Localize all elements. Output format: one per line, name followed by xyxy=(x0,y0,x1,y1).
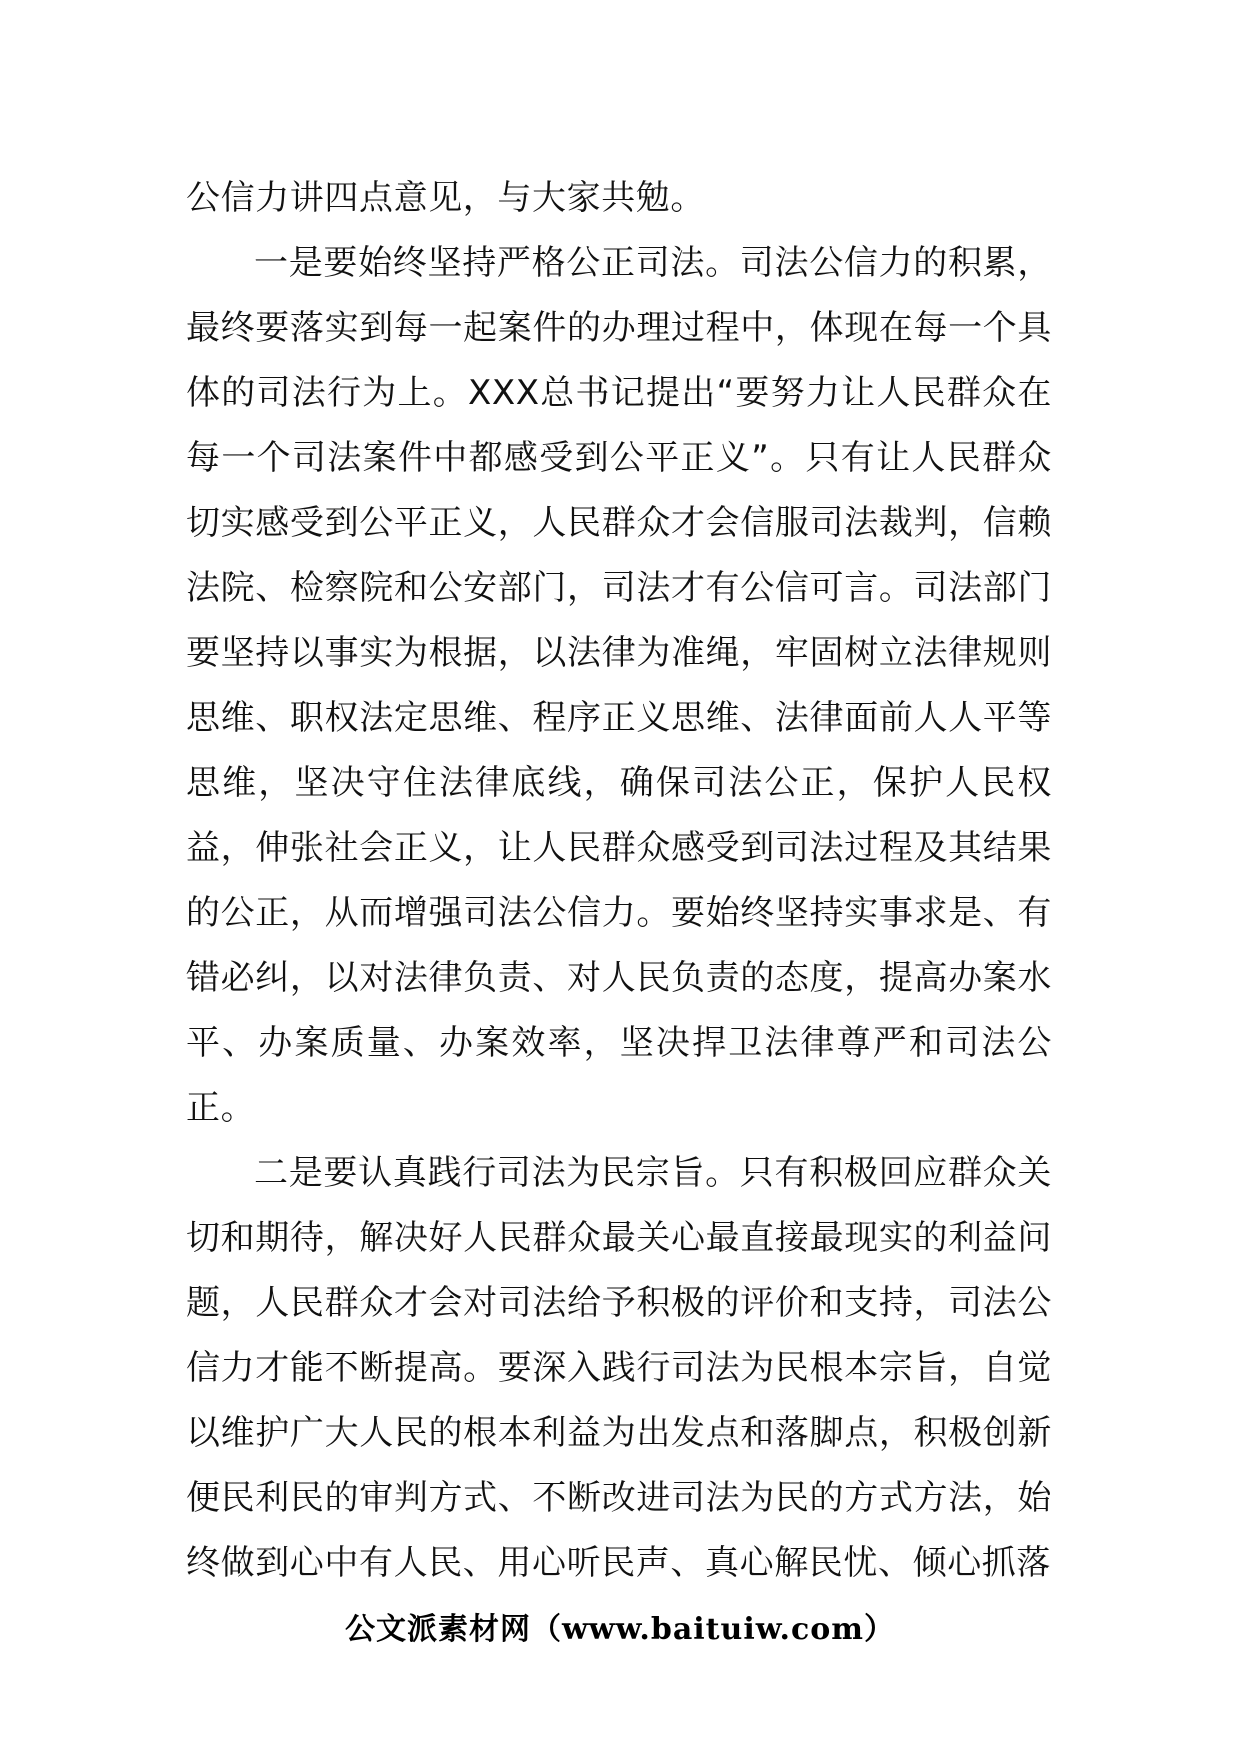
body-text xyxy=(186,166,1052,1596)
paragraph-serve-people: 二是要认真践行司法为民宗旨。只有积极回应群众关切和期待，解决好人民群众最关心最直接最现实的利益问题，人民群众才会对司法给予积极的评价和支持，司法公信力才能不断提高。要深入践行司法为民根本宗旨，自觉以维护广大人民的根本利益为出发点和落脚点，积极创新便民利民的审判方式、不断改进司法为民的方式方法，始终做到心中有人民、用心听民声、真心解民忧、倾心抓落 xyxy=(186,1153,1052,1583)
paragraph-strict-justice: 一是要始终坚持严格公正司法。司法公信力的积累，最终要落实到每一起案件的办理过程中，体现在每一个具体的司法行为上。XXX总书记提出“要努力让人民群众在每一个司法案件中都感受到公平正义”。只有让人民群众切实感受到公平正义，人民群众才会信服司法裁判，信赖法院、检察院和公安部门，司法才有公信可言。司法部门要坚持以事实为根据，以法律为准绳，牢固树立法律规则思维、职权法定思维、程序正义思维、法律面前人人平等思维，坚决守住法律底线，确保司法公正，保护人民权益，伸张社会正义，让人民群众感受到司法过程及其结果的公正，从而增强司法公信力。要始终坚持实事求是、有错必纠，以对法律负责、对人民负责的态度，提高办案水平、办案质量、办案效率，坚决捍卫法律尊严和司法公正。 xyxy=(186,243,1052,1128)
paragraph-intro-tail: 公信力讲四点意见，与大家共勉。 xyxy=(186,178,705,218)
footer-watermark-text: 公文派素材网（www.baituiw.com） xyxy=(344,1612,896,1647)
